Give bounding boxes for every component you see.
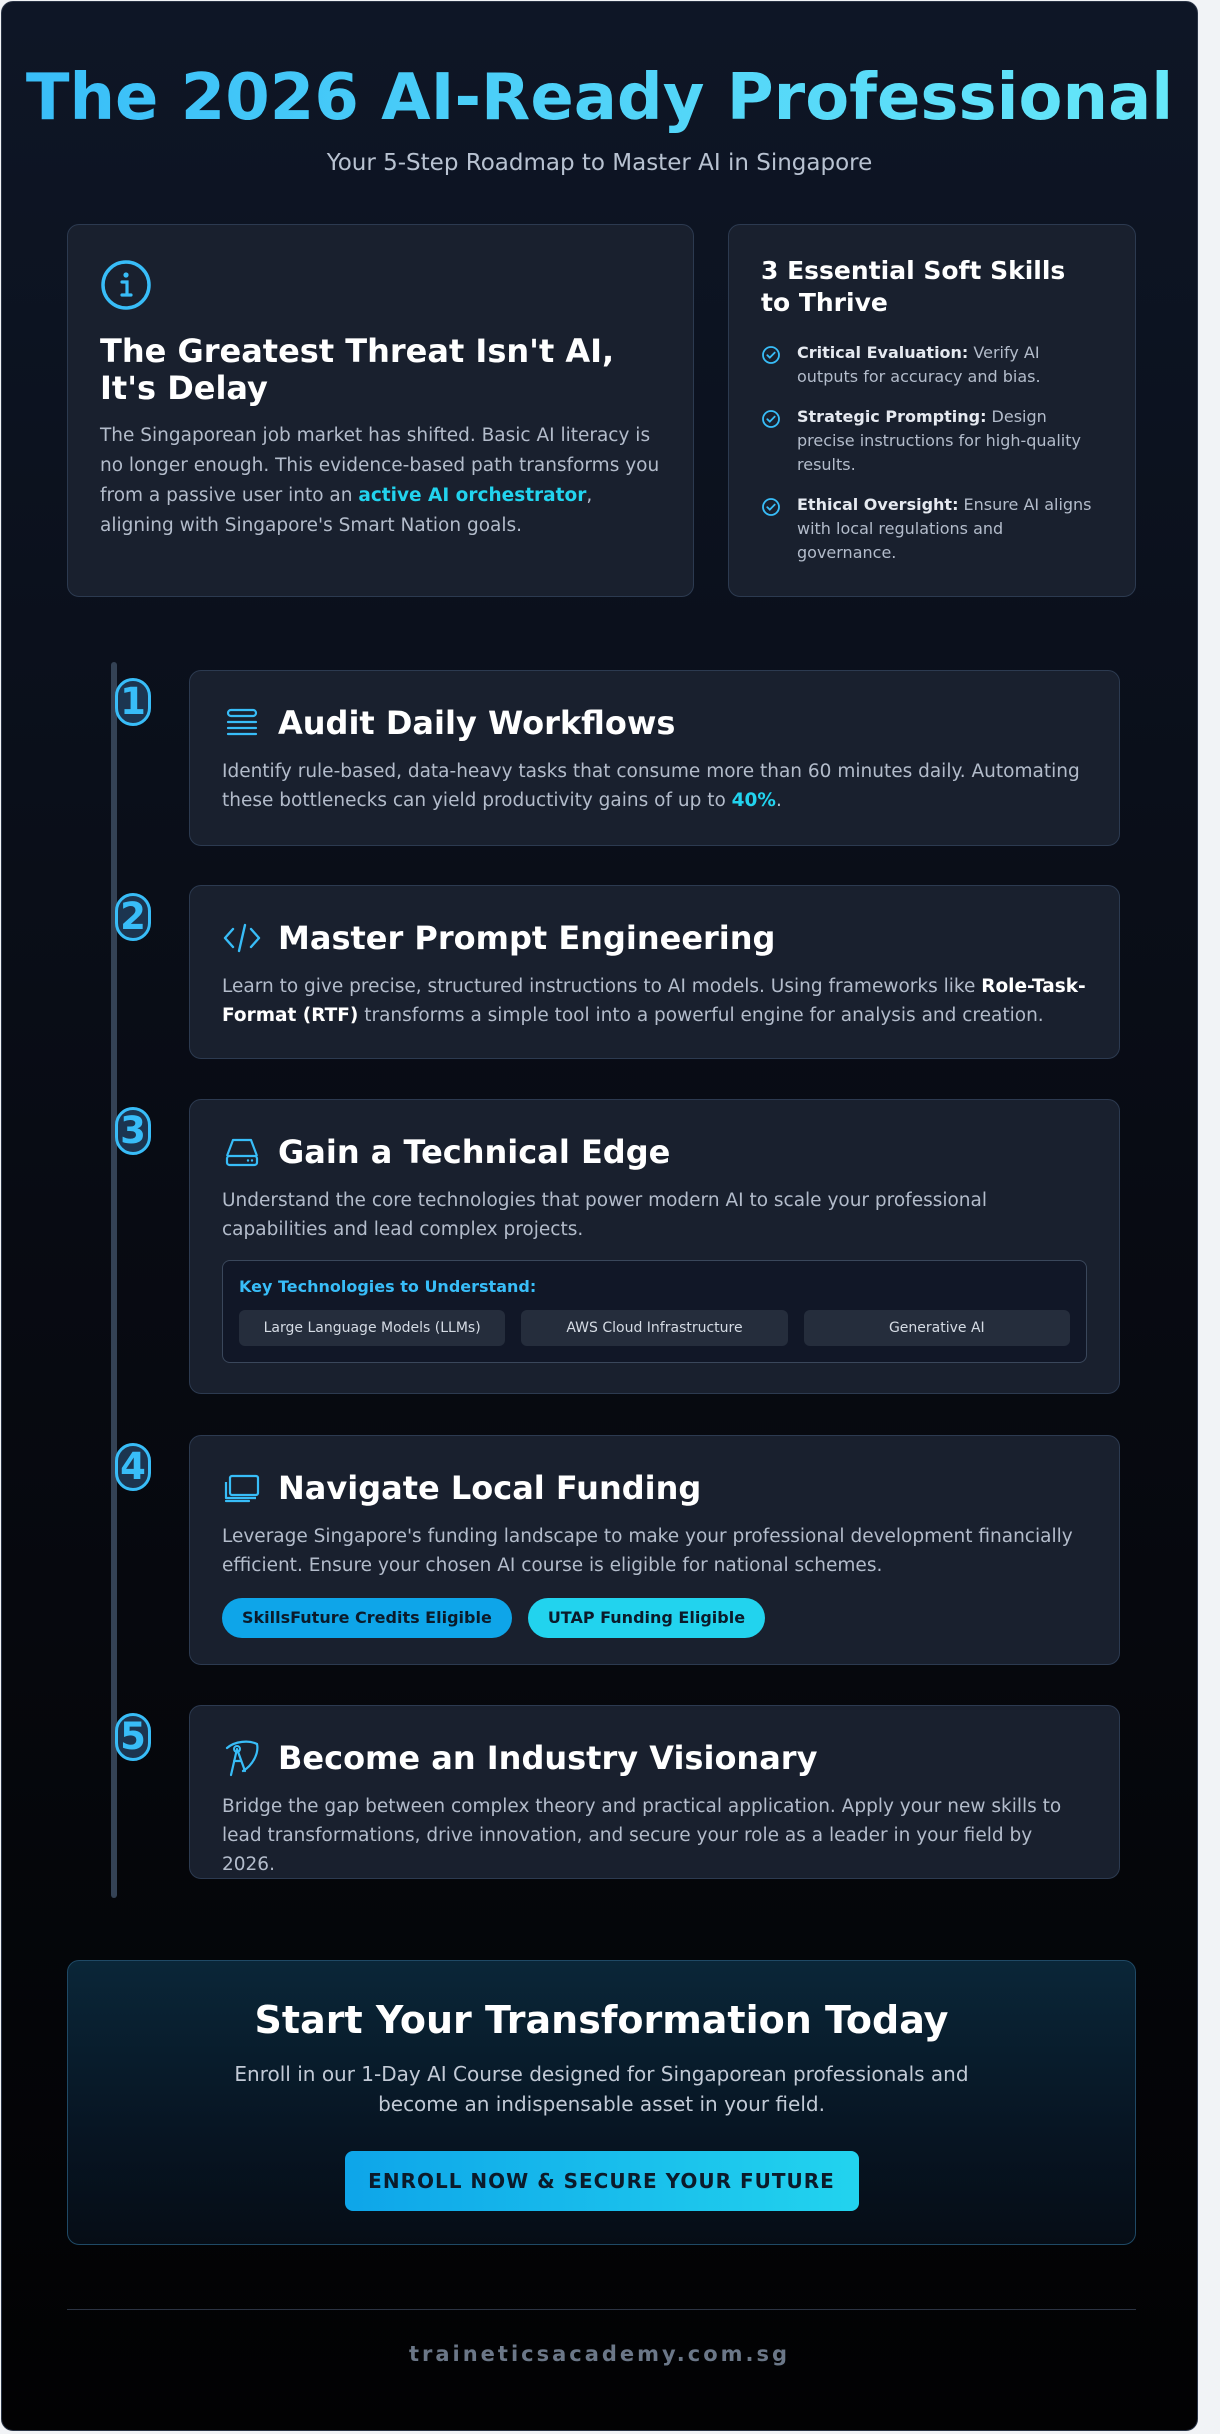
step-card-audit [189, 670, 1120, 846]
footer-website-link[interactable]: traineticsacademy.com.sg [408, 2342, 791, 2366]
utap-badge: UTAP Funding Eligible [528, 1598, 765, 1638]
cta-section [67, 1960, 1136, 2245]
page-subtitle: Your 5-Step Roadmap to Master AI in Singapore [326, 150, 873, 176]
step-text: Leverage Singapore's funding landscape to make your professional development financially efficient. Ensure your chosen AI course is eligible for national schemes. [222, 1526, 1073, 1576]
skill-item: Ethical Oversight: Ensure AI aligns with local regulations and governance. [761, 493, 1103, 565]
step-number: 1 [115, 678, 151, 726]
code-icon [222, 918, 262, 958]
technology-chip: Generative AI [804, 1310, 1070, 1346]
cta-text: Enroll in our 1-Day AI Course designed for Singaporean professionals and become an indispensable asset in your field. [234, 2062, 969, 2116]
enroll-button[interactable]: ENROLL NOW & SECURE YOUR FUTURE [345, 2151, 859, 2211]
step-title: Audit Daily Workflows [278, 704, 676, 742]
step-title: Master Prompt Engineering [278, 919, 776, 957]
check-circle-icon [761, 497, 781, 524]
step-title: Gain a Technical Edge [278, 1133, 671, 1171]
laptop-icon [222, 1468, 262, 1508]
step-number: 3 [115, 1107, 151, 1155]
infographic-page [1, 1, 1198, 2431]
key-technologies-box [222, 1260, 1087, 1363]
cta-heading: Start Your Transformation Today [254, 1998, 949, 2042]
step-text: Bridge the gap between complex theory and practical application. Apply your new skills to lead transformations, drive innovation, and secure your role as a leader in your field by 2026. [222, 1796, 1062, 1875]
step-text: Identify rule-based, data-heavy tasks that consume more than 60 minutes daily. Automating these bottlenecks can yield productivity gains of up to 40%. [222, 761, 1080, 811]
step-card-technical [189, 1099, 1120, 1394]
step-title: Navigate Local Funding [278, 1469, 702, 1507]
step-card-prompt [189, 885, 1120, 1059]
key-technologies-title: Key Technologies to Understand: [239, 1277, 537, 1296]
list-icon [222, 703, 262, 743]
step-number: 4 [115, 1443, 151, 1491]
step-title: Become an Industry Visionary [278, 1739, 818, 1777]
intro-heading: The Greatest Threat Isn't AI, It's Delay [100, 332, 615, 407]
page-title: The 2026 AI-Ready Professional [2, 60, 1197, 136]
step-number: 2 [115, 893, 151, 941]
stat-highlight: 40% [731, 790, 776, 811]
step-card-funding [189, 1435, 1120, 1665]
server-icon [222, 1132, 262, 1172]
intro-highlight: active AI orchestrator [358, 485, 587, 506]
step-number: 5 [115, 1713, 151, 1761]
footer-divider [67, 2309, 1136, 2310]
intro-text: The Singaporean job market has shifted. Basic AI literacy is no longer enough. This evidence-based path transforms you from a passive user into an active AI orchestrator, aligning with Singapore's Smart Nation goals. [100, 425, 660, 536]
step-text: Learn to give precise, structured instructions to AI models. Using frameworks like Role-Task-Format (RTF) transforms a simple tool into a powerful engine for analysis and creation. [222, 976, 1086, 1026]
soft-skills-card [728, 224, 1136, 597]
technology-chip: AWS Cloud Infrastructure [521, 1310, 787, 1346]
check-circle-icon [761, 409, 781, 436]
step-card-visionary [189, 1705, 1120, 1879]
check-circle-icon [761, 345, 781, 372]
skillsfuture-badge: SkillsFuture Credits Eligible [222, 1598, 512, 1638]
intro-card [67, 224, 694, 597]
soft-skills-heading: 3 Essential Soft Skills to Thrive [761, 256, 1066, 317]
step-text: Understand the core technologies that power modern AI to scale your professional capabilities and lead complex projects. [222, 1190, 988, 1240]
compass-icon [222, 1738, 262, 1778]
info-icon [100, 296, 152, 315]
page-header [2, 60, 1197, 176]
skill-item: Strategic Prompting: Design precise instructions for high-quality results. [761, 405, 1103, 477]
timeline-line [111, 662, 117, 1898]
skill-item: Critical Evaluation: Verify AI outputs for accuracy and bias. [761, 341, 1103, 389]
technology-chip: Large Language Models (LLMs) [239, 1310, 505, 1346]
